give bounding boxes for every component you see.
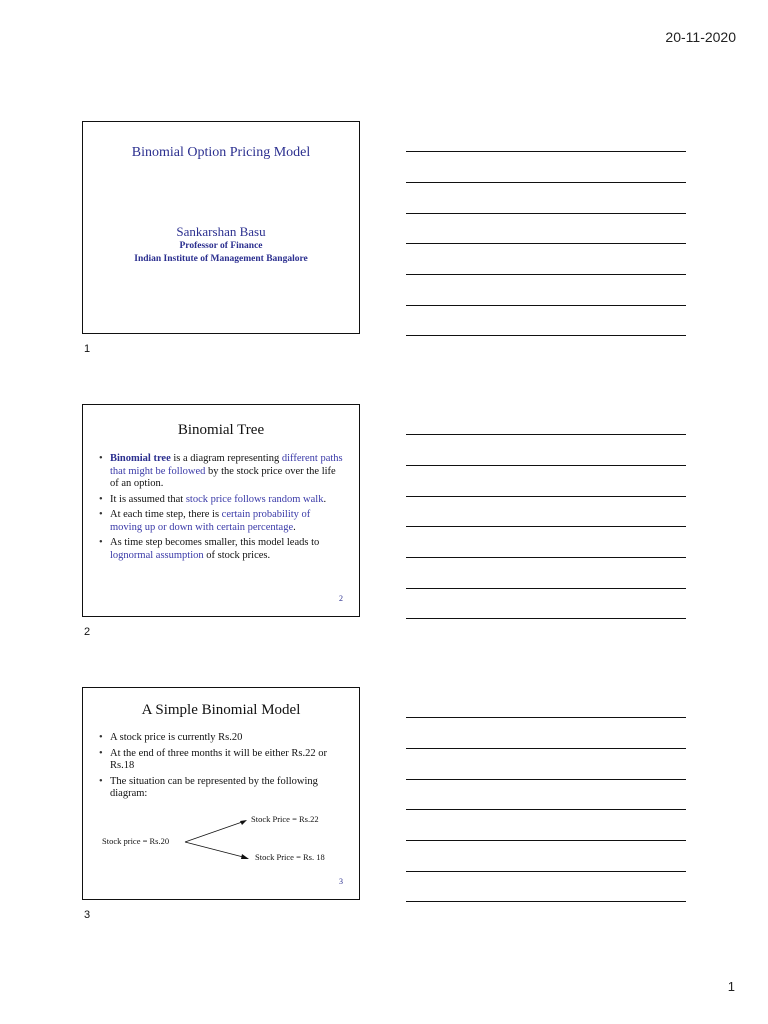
bullet-text: . — [293, 521, 296, 533]
note-line — [406, 717, 686, 718]
bullet-list — [99, 453, 345, 565]
bullet-text: of stock prices. — [203, 549, 271, 561]
bullet-item — [99, 509, 345, 534]
note-line — [406, 557, 686, 558]
note-line — [406, 213, 686, 214]
bullet-text: At each time step, there is — [110, 509, 222, 520]
note-line — [406, 588, 686, 589]
note-line — [406, 618, 686, 619]
slide-title: Binomial Option Pricing Model — [131, 145, 311, 160]
arrow-head-up — [240, 820, 247, 825]
bullet-item — [99, 537, 345, 562]
note-line — [406, 526, 686, 527]
slide-1 — [82, 121, 360, 334]
note-line — [406, 809, 686, 810]
highlight-text: different paths that might be followed — [110, 453, 343, 477]
highlight-text: certain probability of moving up or down with certain percentage — [110, 509, 311, 533]
bullet-text: As time step becomes smaller, this model leads to — [110, 537, 320, 548]
up-node-label: Stock Price = Rs.22 — [251, 814, 319, 824]
bullet-text: . — [323, 493, 327, 505]
highlight-text: lognormal assumption — [110, 549, 204, 561]
note-line — [406, 335, 686, 336]
page-date: 20-11-2020 — [665, 29, 736, 45]
bullet-item — [99, 453, 345, 491]
note-line — [406, 496, 686, 497]
bullet-text: by the stock price over the life of an option. — [110, 465, 336, 489]
author-institution: Indian Institute of Management Bangalore — [134, 254, 308, 264]
slide-2 — [82, 404, 360, 617]
slide-title: Binomial Tree — [177, 422, 265, 438]
author-role: Professor of Finance — [179, 241, 263, 251]
bullet-text: is a diagram representing — [170, 453, 282, 464]
bullet-list — [99, 732, 345, 804]
highlight-text: stock price follows random walk — [185, 493, 324, 505]
root-node-label: Stock price = Rs.20 — [102, 836, 170, 846]
note-line — [406, 840, 686, 841]
author-name: Sankarshan Basu — [176, 224, 266, 239]
note-line — [406, 465, 686, 466]
down-node-label: Stock Price = Rs. 18 — [255, 852, 325, 862]
note-line — [406, 243, 686, 244]
bullet-item: • A stock price is currently Rs.20 — [99, 732, 345, 745]
slide-index-1: 1 — [84, 343, 91, 355]
note-line — [406, 151, 686, 152]
note-line — [406, 305, 686, 306]
note-line — [406, 779, 686, 780]
note-line — [406, 182, 686, 183]
bullet-item: • At the end of three months it will be either Rs.22 or Rs.18 — [99, 748, 345, 773]
slide-title: A Simple Binomial Model — [141, 702, 301, 718]
branch-up — [185, 821, 245, 842]
term-binomial-tree: Binomial tree — [110, 453, 171, 464]
note-line — [406, 901, 686, 902]
branch-down — [185, 842, 247, 858]
bullet-item — [99, 494, 345, 507]
note-line — [406, 871, 686, 872]
note-line — [406, 434, 686, 435]
slide-number: 3 — [339, 877, 343, 886]
slide-3 — [82, 687, 360, 900]
note-line — [406, 748, 686, 749]
slide-number: 2 — [339, 594, 343, 603]
arrow-head-down — [241, 854, 249, 859]
bullet-text: It is assumed that — [110, 493, 186, 505]
slide-index-2: 2 — [84, 626, 91, 638]
slide-index-3: 3 — [84, 909, 91, 921]
page-number: 1 — [727, 979, 735, 994]
bullet-item: • The situation can be represented by the following diagram: — [99, 776, 345, 801]
note-line — [406, 274, 686, 275]
